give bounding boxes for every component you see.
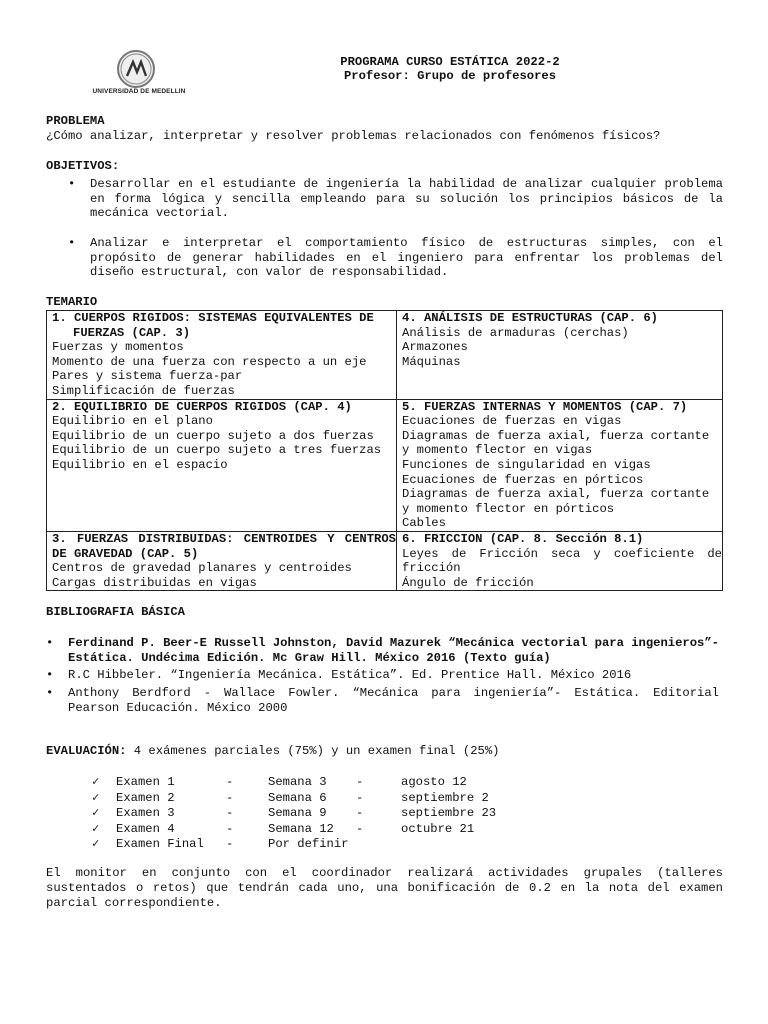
objetivo-item: Analizar e interpretar el comportamiento físico de estructuras simples, con el propósito de generar habilidades en el ingeniero para enfrentar los problemas del diseño estructural, con valor de responsabilidad.	[90, 236, 723, 280]
exam-week: Por definir	[268, 837, 349, 852]
table-cell	[397, 531, 723, 590]
exam-week: Semana 6	[268, 790, 327, 805]
checkmark-icon: ✓	[92, 837, 100, 852]
topic-item: Ecuaciones de fuerzas en pórticos	[402, 472, 644, 487]
bibliography-item: Anthony Berdford - Wallace Fowler. “Mecánica para ingeniería”- Estática. Editorial Pearson Educación. México 2000	[68, 686, 719, 715]
monitor-note: El monitor en conjunto con el coordinador realizará actividades grupales (talleres sustentados o retos) que tendrán cada uno, una bonificación de 0.2 en la nota del examen parcial correspondiente.	[46, 866, 723, 910]
separator: -	[356, 821, 364, 836]
separator: -	[226, 837, 234, 852]
topic-item: Funciones de singularidad en vigas	[402, 457, 651, 472]
topic-item: Diagramas de fuerza axial, fuerza cortante y momento flector en pórticos	[402, 487, 710, 516]
topic-item: Leyes de Fricción seca y coeficiente de fricción	[402, 546, 722, 576]
logo-text: UNIVERSIDAD DE MEDELLIN	[92, 88, 186, 95]
table-cell	[47, 399, 397, 531]
exam-name: Examen 1	[116, 775, 175, 789]
temario-heading: TEMARIO	[46, 295, 98, 309]
topic-title: 2. EQUILIBRIO DE CUERPOS RIGIDOS (CAP. 4)	[52, 399, 352, 414]
topic-title: 3. FUERZAS DISTRIBUIDAS: CENTROIDES Y CENTROS DE GRAVEDAD (CAP. 5)	[52, 531, 396, 561]
topic-item: Cables	[402, 516, 446, 531]
exam-week: Semana 9	[268, 806, 327, 821]
topic-item: Equilibrio en el espacio	[52, 457, 228, 472]
checkmark-icon: ✓	[92, 790, 100, 805]
exam-week: Semana 12	[268, 821, 334, 836]
bibliography-item: Ferdinand P. Beer-E Russell Johnston, David Mazurek “Mecánica vectorial para ingenieros”- Estática. Undécima Edición. Mc Graw Hill. México 2016 (Texto guía)	[68, 636, 719, 665]
topic-item: Diagramas de fuerza axial, fuerza cortante y momento flector en vigas	[402, 428, 710, 458]
topic-item: Armazones	[402, 340, 468, 355]
table-cell	[47, 531, 397, 590]
university-seal-icon	[117, 50, 155, 88]
document-header	[300, 55, 600, 83]
problema-heading: PROBLEMA	[46, 114, 105, 128]
bibliography-item: R.C Hibbeler. “Ingeniería Mecánica. Estática”. Ed. Prentice Hall. México 2016	[68, 668, 632, 682]
topic-item: Momento de una fuerza con respecto a un eje	[52, 354, 367, 369]
bullet-icon: •	[46, 668, 54, 682]
checkmark-icon: ✓	[92, 821, 100, 836]
topic-title: 6. FRICCION (CAP. 8. Sección 8.1)	[402, 531, 644, 546]
topic-title: 1. CUERPOS RIGIDOS: SISTEMAS EQUIVALENTES DE	[52, 311, 374, 325]
exam-name: Examen 4	[116, 821, 175, 836]
course-title: PROGRAMA CURSO ESTÁTICA 2022-2	[340, 55, 560, 69]
topic-item: Centros de gravedad planares y centroides	[52, 561, 352, 576]
topic-item: Pares y sistema fuerza-par	[52, 369, 243, 384]
separator: -	[226, 806, 234, 821]
topic-item: Fuerzas y momentos	[52, 340, 184, 355]
topic-item: Máquinas	[402, 354, 461, 369]
topic-title: 5. FUERZAS INTERNAS Y MOMENTOS (CAP. 7)	[402, 399, 688, 414]
checkmark-icon: ✓	[92, 806, 100, 821]
university-logo	[92, 50, 186, 100]
table-cell	[397, 399, 723, 531]
separator: -	[356, 790, 364, 805]
professor-line: Profesor: Grupo de profesores	[343, 69, 557, 83]
topic-item: Cargas distribuidas en vigas	[52, 575, 257, 590]
exam-name: Examen 2	[116, 790, 175, 805]
table-row	[47, 311, 723, 400]
exam-date: octubre 21	[401, 821, 475, 836]
objetivos-heading: OBJETIVOS:	[46, 159, 120, 173]
bullet-icon: •	[68, 236, 76, 250]
bullet-icon: •	[68, 177, 76, 191]
bullet-icon: •	[46, 686, 54, 700]
topic-item: Ecuaciones de fuerzas en vigas	[402, 414, 622, 429]
evaluacion-line	[46, 744, 499, 758]
topic-title: FUERZAS (CAP. 3)	[73, 325, 191, 340]
topic-item: Equilibrio de un cuerpo sujeto a tres fuerzas	[52, 443, 382, 458]
table-row	[47, 399, 723, 531]
topic-item: Equilibrio en el plano	[52, 414, 213, 429]
temario-table	[46, 310, 723, 591]
table-cell	[397, 311, 723, 400]
problema-text: ¿Cómo analizar, interpretar y resolver problemas relacionados con fenómenos físicos?	[46, 129, 661, 143]
separator: -	[356, 806, 364, 821]
topic-item: Análisis de armaduras (cerchas)	[402, 325, 629, 340]
separator: -	[226, 790, 234, 805]
evaluacion-text: 4 exámenes parciales (75%) y un examen final (25%)	[126, 744, 500, 758]
separator: -	[356, 775, 364, 789]
topic-item: Ángulo de fricción	[402, 575, 534, 590]
exam-week: Semana 3	[268, 775, 327, 789]
checkmark-icon: ✓	[92, 775, 100, 789]
separator: -	[226, 775, 234, 789]
exam-name: Examen 3	[116, 806, 175, 821]
separator: -	[226, 821, 234, 836]
exam-name: Examen Final	[116, 837, 204, 852]
table-row	[47, 531, 723, 590]
table-cell	[47, 311, 397, 400]
exam-date: septiembre 2	[401, 790, 489, 805]
objetivo-item: Desarrollar en el estudiante de ingeniería la habilidad de analizar cualquier problema en forma lógica y sencilla empleando para su solución los principios básicos de la mecánica vectorial.	[90, 177, 723, 221]
evaluacion-label: EVALUACIÓN:	[46, 744, 127, 758]
topic-item: Simplificación de fuerzas	[52, 383, 235, 398]
topic-title: 4. ANÁLISIS DE ESTRUCTURAS (CAP. 6)	[402, 311, 658, 325]
topic-item: Equilibrio de un cuerpo sujeto a dos fuerzas	[52, 428, 374, 443]
bibliografia-heading: BIBLIOGRAFIA BÁSICA	[46, 605, 185, 619]
exam-date: agosto 12	[401, 775, 467, 789]
exam-date: septiembre 23	[401, 806, 497, 821]
bullet-icon: •	[46, 636, 54, 650]
